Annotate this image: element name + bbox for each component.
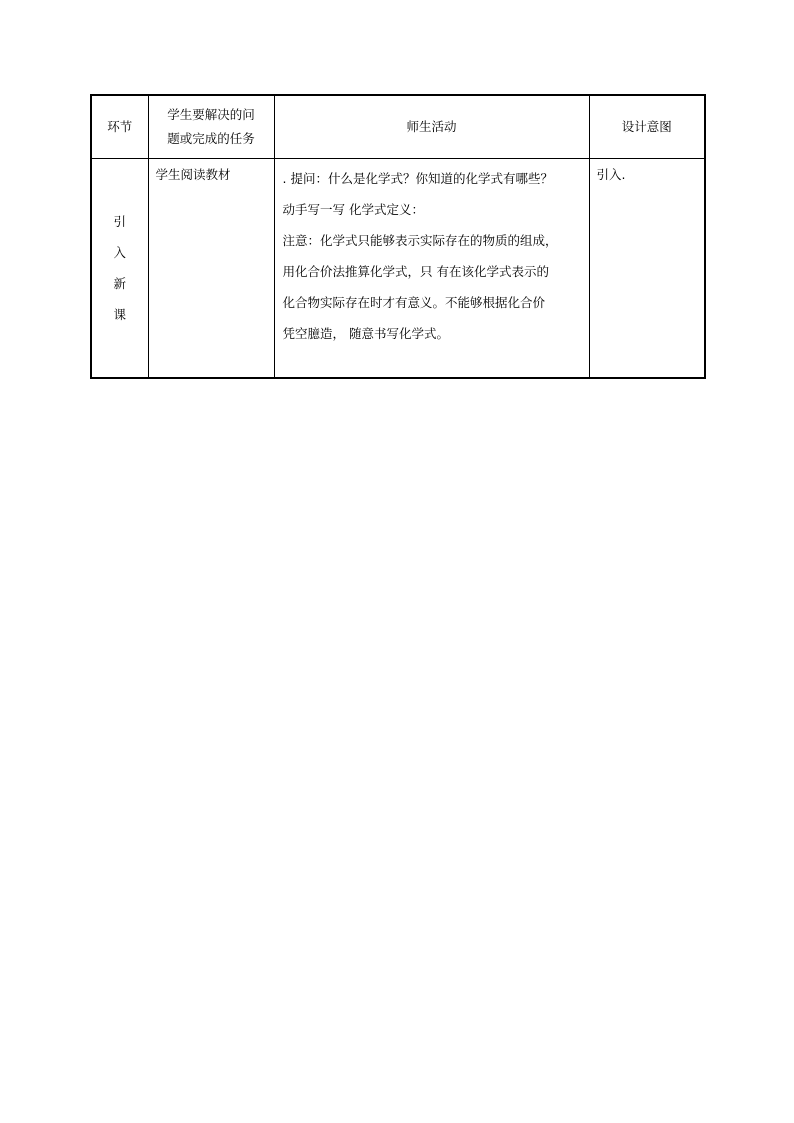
- header-activity: 师生活动: [274, 95, 589, 158]
- task-cell: 学生阅读教材: [148, 158, 274, 378]
- activity-line: 化合物实际存在时才有意义。不能够根据化合价: [282, 294, 546, 310]
- activity-cell: [274, 158, 589, 378]
- activity-line: 动手写一写 化学式定义：: [282, 201, 424, 217]
- design-cell: 引入.: [589, 158, 705, 378]
- stage-char: 课: [113, 306, 126, 322]
- lesson-plan-table: [90, 94, 706, 379]
- header-row: [91, 95, 705, 158]
- stage-char: 引: [113, 213, 126, 229]
- stage-char: 入: [113, 244, 126, 260]
- activity-line: 凭空臆造， 随意书写化学式。: [282, 325, 449, 341]
- header-task-line2: 题或完成的任务: [167, 130, 255, 146]
- activity-line: . 提问：什么是化学式？你知道的化学式有哪些？: [282, 170, 553, 186]
- header-task: [148, 95, 274, 158]
- stage-cell: [91, 158, 148, 378]
- stage-char: 新: [113, 275, 126, 291]
- header-stage: 环节: [91, 95, 148, 158]
- activity-line: 用化合价法推算化学式，只 有在该化学式表示的: [282, 263, 549, 279]
- activity-line: 注意：化学式只能够表示实际存在的物质的组成，: [282, 232, 558, 248]
- body-row: [91, 158, 705, 378]
- header-design: 设计意图: [589, 95, 705, 158]
- header-task-line1: 学生要解决的问: [167, 106, 255, 122]
